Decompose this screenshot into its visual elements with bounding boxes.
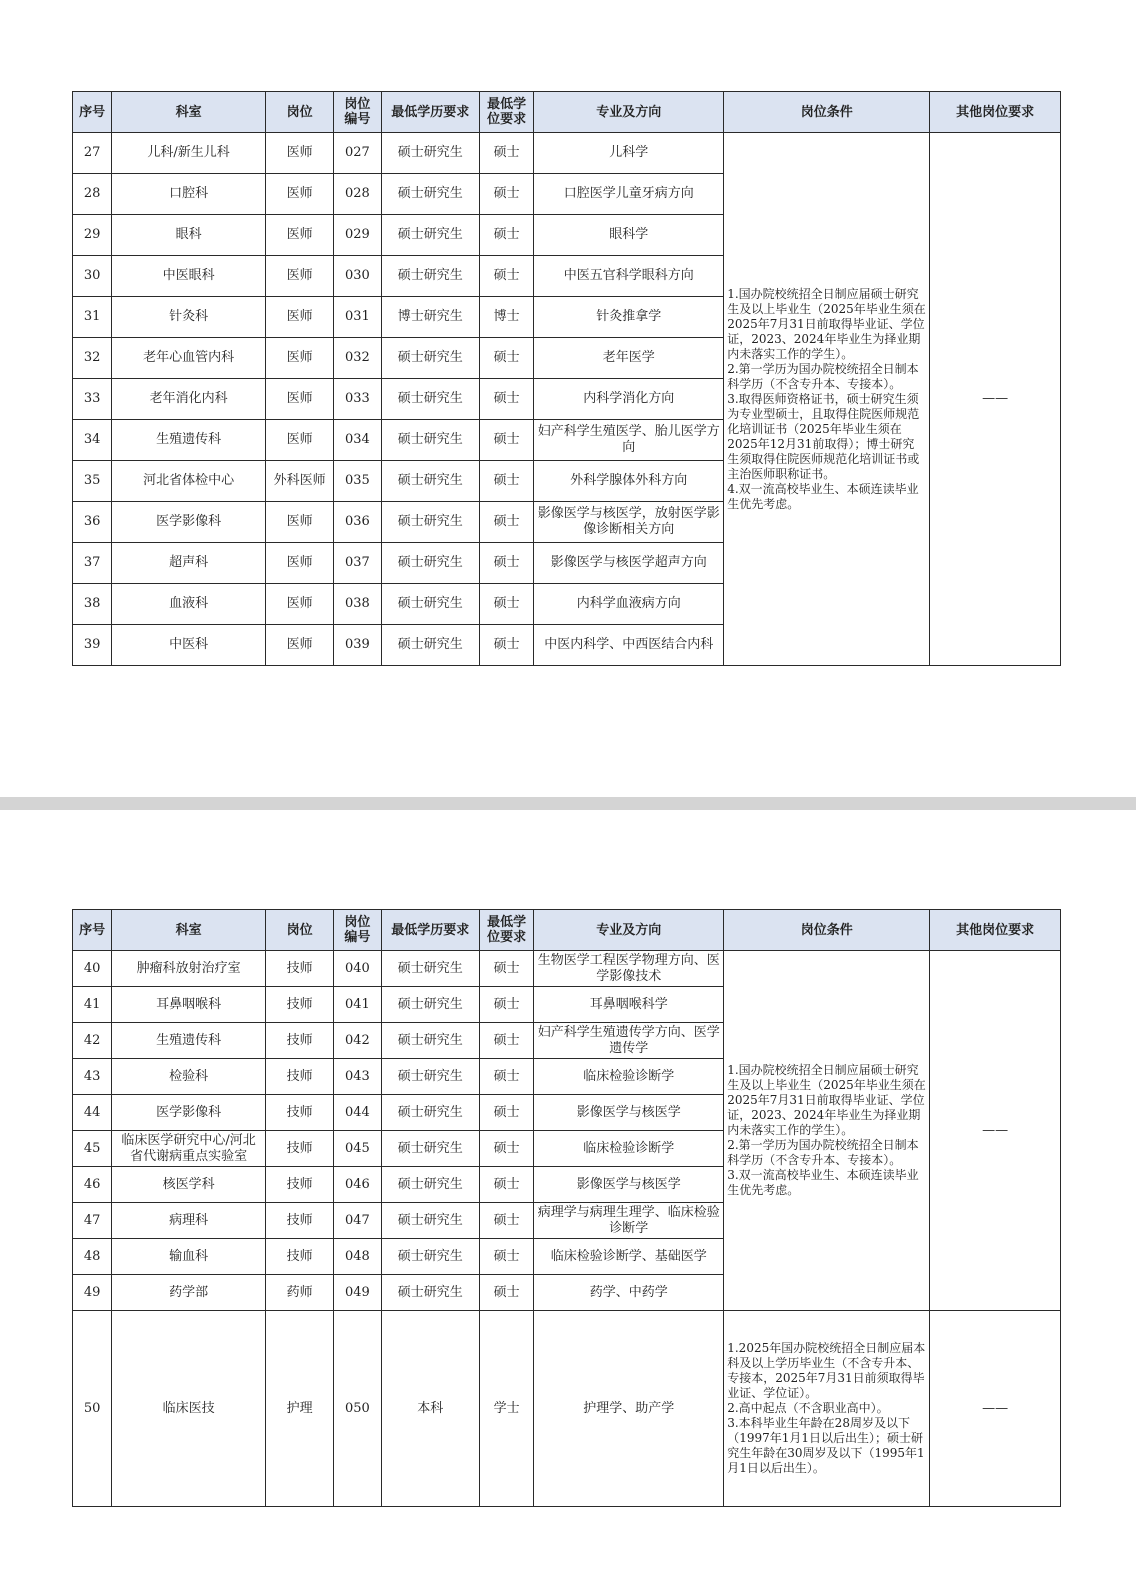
- cell-no: 33: [73, 379, 112, 420]
- cell-dept: 生殖遗传科: [112, 1023, 266, 1059]
- cell-degree: 硕士: [480, 951, 534, 987]
- cell-no: 32: [73, 338, 112, 379]
- cell-code: 036: [334, 502, 381, 543]
- cell-edu: 硕士研究生: [381, 1203, 479, 1239]
- cell-post: 医师: [265, 543, 333, 584]
- conditions-text: 1.2025年国办院校统招全日制应届本科及以上学历毕业生（不含专升本、专接本，2025年7月31日前须取得毕业证、学位证）。 2.高中起点（不含职业高中）。 3.本科毕业生年龄在28周岁及以下（1997年1月1日以后出生）；硕士研究生年龄在30周岁及以下（1995年1月1日以后出生）。: [727, 1341, 926, 1475]
- cell-no: 27: [73, 133, 112, 174]
- cell-dept: 检验科: [112, 1059, 266, 1095]
- cell-no: 41: [73, 987, 112, 1023]
- cell-dept: 临床医学研究中心/河北省代谢病重点实验室: [112, 1131, 266, 1167]
- cell-no: 46: [73, 1167, 112, 1203]
- cell-degree: 硕士: [480, 215, 534, 256]
- cell-code: 044: [334, 1095, 381, 1131]
- header-degree: 最低学 位要求: [480, 92, 534, 133]
- cell-dept: 临床医技: [112, 1311, 266, 1507]
- cell-degree: 硕士: [480, 1167, 534, 1203]
- cell-post: 医师: [265, 174, 333, 215]
- cell-major: 妇产科学生殖医学、胎儿医学方向: [534, 420, 724, 461]
- header-dept: 科室: [112, 92, 266, 133]
- header-degree: 最低学 位要求: [480, 910, 534, 951]
- cell-edu: 硕士研究生: [381, 174, 479, 215]
- cell-degree: 硕士: [480, 1095, 534, 1131]
- cell-degree: 硕士: [480, 174, 534, 215]
- cell-major: 眼科学: [534, 215, 724, 256]
- cell-degree: 硕士: [480, 502, 534, 543]
- cell-dept: 生殖遗传科: [112, 420, 266, 461]
- cell-degree: 硕士: [480, 1059, 534, 1095]
- cell-dept: 输血科: [112, 1239, 266, 1275]
- header-code: 岗位 编号: [334, 92, 381, 133]
- cell-no: 35: [73, 461, 112, 502]
- header-post: 岗位: [265, 910, 333, 951]
- cell-post: 医师: [265, 420, 333, 461]
- cell-edu: 硕士研究生: [381, 584, 479, 625]
- cell-no: 28: [73, 174, 112, 215]
- cell-major: 内科学消化方向: [534, 379, 724, 420]
- cell-edu: 硕士研究生: [381, 1095, 479, 1131]
- cell-code: 030: [334, 256, 381, 297]
- cell-dept: 医学影像科: [112, 1095, 266, 1131]
- cell-major: 中医内科学、中西医结合内科: [534, 625, 724, 666]
- cell-edu: 博士研究生: [381, 297, 479, 338]
- table-header-row: [73, 910, 1061, 951]
- cell-dept: 河北省体检中心: [112, 461, 266, 502]
- cell-no: 42: [73, 1023, 112, 1059]
- cell-major: 临床检验诊断学: [534, 1059, 724, 1095]
- header-no: 序号: [73, 910, 112, 951]
- cell-degree: 硕士: [480, 543, 534, 584]
- header-no: 序号: [73, 92, 112, 133]
- header-edu: 最低学历要求: [381, 92, 479, 133]
- cell-edu: 硕士研究生: [381, 1167, 479, 1203]
- cell-dept: 中医科: [112, 625, 266, 666]
- cell-code: 048: [334, 1239, 381, 1275]
- cell-degree: 硕士: [480, 584, 534, 625]
- header-major: 专业及方向: [534, 910, 724, 951]
- cell-no: 38: [73, 584, 112, 625]
- cell-post: 技师: [265, 1203, 333, 1239]
- cell-code: 043: [334, 1059, 381, 1095]
- cell-edu: 硕士研究生: [381, 1131, 479, 1167]
- cell-major: 妇产科学生殖遗传学方向、医学遗传学: [534, 1023, 724, 1059]
- cell-post: 技师: [265, 1167, 333, 1203]
- cell-major: 临床检验诊断学、基础医学: [534, 1239, 724, 1275]
- conditions-text: 1.国办院校统招全日制应届硕士研究生及以上毕业生（2025年毕业生须在2025年7月31日前取得毕业证、学位证，2023、2024年毕业生为择业期内未落实工作的学生）。 2.第一学历为国办院校统招全日制本科学历（不含专升本、专接本）。 3.双一流高校毕业生、本硕连读毕业生优先考虑。: [727, 1063, 926, 1197]
- cell-conditions: [724, 133, 930, 666]
- cell-no: 36: [73, 502, 112, 543]
- cell-code: 033: [334, 379, 381, 420]
- cell-no: 34: [73, 420, 112, 461]
- cell-major: 耳鼻咽喉科学: [534, 987, 724, 1023]
- cell-edu: 硕士研究生: [381, 379, 479, 420]
- cell-post: 技师: [265, 1095, 333, 1131]
- cell-dept: 老年心血管内科: [112, 338, 266, 379]
- cell-code: 027: [334, 133, 381, 174]
- cell-conditions: [724, 951, 930, 1311]
- cell-degree: 硕士: [480, 625, 534, 666]
- cell-no: 30: [73, 256, 112, 297]
- cell-post: 医师: [265, 625, 333, 666]
- cell-post: 技师: [265, 1131, 333, 1167]
- cell-no: 45: [73, 1131, 112, 1167]
- cell-dept: 眼科: [112, 215, 266, 256]
- cell-code: 032: [334, 338, 381, 379]
- cell-degree: 学士: [480, 1311, 534, 1507]
- cell-no: 29: [73, 215, 112, 256]
- table-row: [73, 951, 1061, 987]
- cell-dept: 耳鼻咽喉科: [112, 987, 266, 1023]
- cell-no: 48: [73, 1239, 112, 1275]
- cell-degree: 硕士: [480, 461, 534, 502]
- cell-degree: 硕士: [480, 420, 534, 461]
- cell-major: 儿科学: [534, 133, 724, 174]
- cell-major: 影像医学与核医学超声方向: [534, 543, 724, 584]
- cell-dept: 儿科/新生儿科: [112, 133, 266, 174]
- cell-post: 医师: [265, 338, 333, 379]
- cell-edu: 硕士研究生: [381, 543, 479, 584]
- cell-major: 针灸推拿学: [534, 297, 724, 338]
- cell-edu: 硕士研究生: [381, 420, 479, 461]
- cell-degree: 硕士: [480, 1203, 534, 1239]
- cell-dept: 针灸科: [112, 297, 266, 338]
- cell-dept: 超声科: [112, 543, 266, 584]
- cell-edu: 硕士研究生: [381, 951, 479, 987]
- cell-edu: 硕士研究生: [381, 987, 479, 1023]
- cell-edu: 硕士研究生: [381, 502, 479, 543]
- cell-major: 内科学血液病方向: [534, 584, 724, 625]
- cell-degree: 硕士: [480, 1275, 534, 1311]
- cell-degree: 硕士: [480, 987, 534, 1023]
- cell-no: 49: [73, 1275, 112, 1311]
- cell-no: 47: [73, 1203, 112, 1239]
- cell-degree: 硕士: [480, 133, 534, 174]
- cell-code: 028: [334, 174, 381, 215]
- conditions-text: 1.国办院校统招全日制应届硕士研究生及以上毕业生（2025年毕业生须在2025年7月31日前取得毕业证、学位证，2023、2024年毕业生为择业期内未落实工作的学生）。 2.第一学历为国办院校统招全日制本科学历（不含专升本、专接本）。 3.取得医师资格证书，硕士研究生须为专业型硕士，且取得住院医师规范化培训证书（2025年毕业生须在2025年12月31前取得）；博士研究生须取得住院医师规范化培训证书或主治医师职称证书。 4.双一流高校毕业生、本硕连读毕业生优先考虑。: [727, 286, 926, 511]
- cell-post: 医师: [265, 215, 333, 256]
- cell-post: 药师: [265, 1275, 333, 1311]
- cell-major: 外科学腺体外科方向: [534, 461, 724, 502]
- cell-edu: 硕士研究生: [381, 1059, 479, 1095]
- cell-other: ——: [930, 951, 1061, 1311]
- cell-code: 029: [334, 215, 381, 256]
- cell-major: 中医五官科学眼科方向: [534, 256, 724, 297]
- cell-edu: 硕士研究生: [381, 215, 479, 256]
- cell-code: 046: [334, 1167, 381, 1203]
- cell-dept: 中医眼科: [112, 256, 266, 297]
- cell-major: 口腔医学儿童牙病方向: [534, 174, 724, 215]
- cell-major: 护理学、助产学: [534, 1311, 724, 1507]
- cell-post: 医师: [265, 256, 333, 297]
- cell-major: 生物医学工程医学物理方向、医学影像技术: [534, 951, 724, 987]
- cell-degree: 硕士: [480, 1239, 534, 1275]
- cell-post: 医师: [265, 379, 333, 420]
- cell-no: 40: [73, 951, 112, 987]
- cell-edu: 硕士研究生: [381, 1023, 479, 1059]
- cell-post: 医师: [265, 502, 333, 543]
- header-conditions: 岗位条件: [724, 92, 930, 133]
- cell-post: 医师: [265, 584, 333, 625]
- cell-edu: 本科: [381, 1311, 479, 1507]
- cell-major: 老年医学: [534, 338, 724, 379]
- cell-degree: 硕士: [480, 338, 534, 379]
- cell-edu: 硕士研究生: [381, 461, 479, 502]
- cell-edu: 硕士研究生: [381, 338, 479, 379]
- cell-conditions: [724, 1311, 930, 1507]
- cell-post: 技师: [265, 1023, 333, 1059]
- cell-post: 医师: [265, 133, 333, 174]
- cell-dept: 病理科: [112, 1203, 266, 1239]
- header-conditions: 岗位条件: [724, 910, 930, 951]
- cell-post: 技师: [265, 987, 333, 1023]
- cell-major: 药学、中药学: [534, 1275, 724, 1311]
- cell-code: 037: [334, 543, 381, 584]
- header-major: 专业及方向: [534, 92, 724, 133]
- cell-major: 病理学与病理生理学、临床检验诊断学: [534, 1203, 724, 1239]
- page-separator: [0, 797, 1136, 810]
- cell-code: 042: [334, 1023, 381, 1059]
- cell-degree: 硕士: [480, 379, 534, 420]
- cell-post: 技师: [265, 951, 333, 987]
- cell-code: 045: [334, 1131, 381, 1167]
- cell-code: 041: [334, 987, 381, 1023]
- cell-no: 50: [73, 1311, 112, 1507]
- cell-dept: 药学部: [112, 1275, 266, 1311]
- cell-dept: 肿瘤科放射治疗室: [112, 951, 266, 987]
- cell-dept: 核医学科: [112, 1167, 266, 1203]
- cell-edu: 硕士研究生: [381, 1239, 479, 1275]
- cell-code: 034: [334, 420, 381, 461]
- cell-degree: 硕士: [480, 256, 534, 297]
- cell-code: 050: [334, 1311, 381, 1507]
- cell-edu: 硕士研究生: [381, 1275, 479, 1311]
- cell-post: 医师: [265, 297, 333, 338]
- cell-other: ——: [930, 1311, 1061, 1507]
- cell-no: 44: [73, 1095, 112, 1131]
- cell-dept: 口腔科: [112, 174, 266, 215]
- cell-dept: 医学影像科: [112, 502, 266, 543]
- cell-code: 038: [334, 584, 381, 625]
- recruitment-table-1: [72, 91, 1061, 666]
- table-row: [73, 133, 1061, 174]
- page-2: [0, 810, 1136, 1579]
- cell-code: 035: [334, 461, 381, 502]
- cell-no: 39: [73, 625, 112, 666]
- cell-degree: 硕士: [480, 1023, 534, 1059]
- cell-dept: 老年消化内科: [112, 379, 266, 420]
- cell-degree: 硕士: [480, 1131, 534, 1167]
- cell-no: 31: [73, 297, 112, 338]
- cell-code: 039: [334, 625, 381, 666]
- cell-post: 技师: [265, 1059, 333, 1095]
- recruitment-table-2: [72, 909, 1061, 1507]
- cell-major: 影像医学与核医学: [534, 1095, 724, 1131]
- table-row: [73, 1311, 1061, 1507]
- cell-code: 049: [334, 1275, 381, 1311]
- cell-edu: 硕士研究生: [381, 256, 479, 297]
- header-edu: 最低学历要求: [381, 910, 479, 951]
- cell-other: ——: [930, 133, 1061, 666]
- cell-no: 37: [73, 543, 112, 584]
- cell-edu: 硕士研究生: [381, 133, 479, 174]
- cell-code: 047: [334, 1203, 381, 1239]
- cell-degree: 博士: [480, 297, 534, 338]
- cell-post: 护理: [265, 1311, 333, 1507]
- cell-edu: 硕士研究生: [381, 625, 479, 666]
- header-other: 其他岗位要求: [930, 92, 1061, 133]
- header-post: 岗位: [265, 92, 333, 133]
- cell-post: 外科医师: [265, 461, 333, 502]
- header-other: 其他岗位要求: [930, 910, 1061, 951]
- header-dept: 科室: [112, 910, 266, 951]
- cell-code: 040: [334, 951, 381, 987]
- cell-major: 临床检验诊断学: [534, 1131, 724, 1167]
- cell-code: 031: [334, 297, 381, 338]
- table-header-row: [73, 92, 1061, 133]
- cell-post: 技师: [265, 1239, 333, 1275]
- cell-major: 影像医学与核医学: [534, 1167, 724, 1203]
- cell-dept: 血液科: [112, 584, 266, 625]
- cell-major: 影像医学与核医学，放射医学影像诊断相关方向: [534, 502, 724, 543]
- header-code: 岗位 编号: [334, 910, 381, 951]
- cell-no: 43: [73, 1059, 112, 1095]
